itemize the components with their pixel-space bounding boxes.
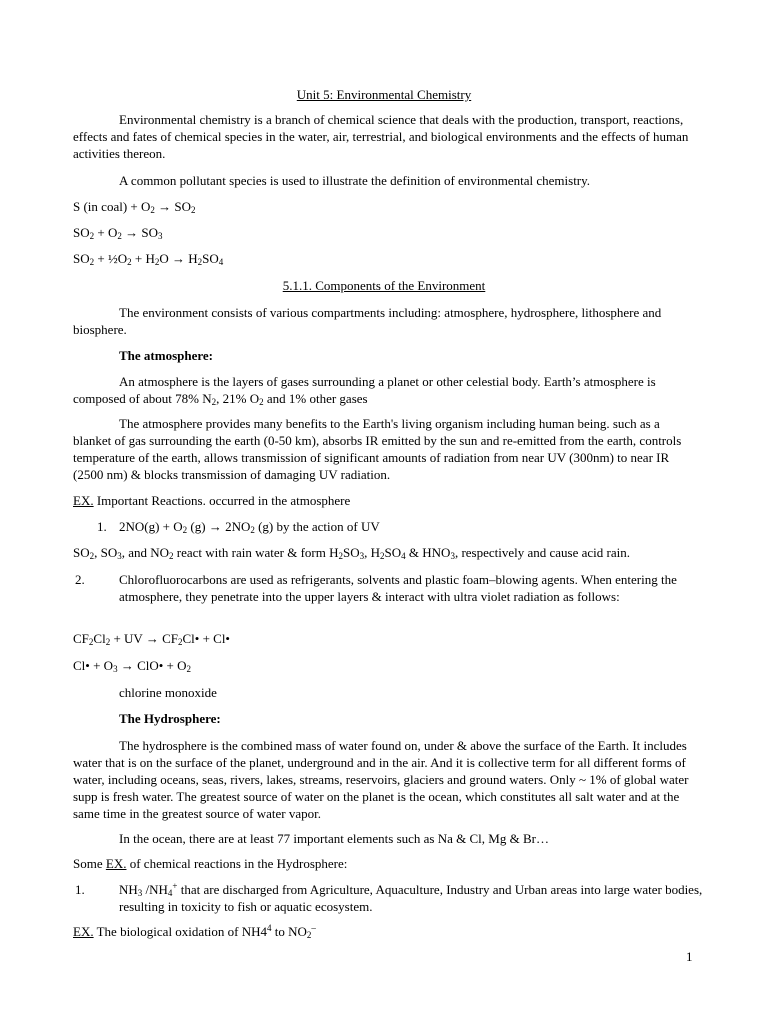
- atmosphere-heading: The atmosphere:: [119, 348, 214, 363]
- equation-2: $SO_2 + O_2 \to SO_3$: [73, 225, 163, 241]
- page-number: 1: [686, 949, 693, 964]
- chlorine-equation: Cl• + $O_3$ → ClO• + $O_2$: [73, 658, 192, 674]
- intro-paragraph: Environmental chemistry is a branch of chemical science that deals with the production, transport, reactions, effects and fates of chemical species in the water, air, terrestrial, and biological environments and the effects of human activities thereon.: [73, 112, 689, 161]
- hydrosphere-paragraph-2: In the ocean, there are at least 77 important elements such as Na & Cl, Mg & Br…: [119, 831, 549, 846]
- atmosphere-paragraph-2: The atmosphere provides many benefits to the Earth's living organism including human being. such as a blanket of gas surrounding the earth (0-50 km), absorbs IR emitted by the sun and re-emitted from the earth, controls temperature of the earth, allows transmission of significant amounts of radiation from near UV (300nm) to near IR (2500 nm) & blocks transmission of damaging UV radiation.: [73, 416, 682, 482]
- section-heading: 5.1.1. Components of the Environment: [282, 278, 486, 293]
- cfc-equation: $CF_2Cl_2$ + UV → $CF_2Cl•$ + Cl•: [73, 631, 230, 647]
- acid-rain-text: $SO_2$, $SO_3$, and $NO_2$ react with rain water & form $H_2SO_3$, $H_2SO_4$ & $HNO_3$, respectively and cause acid rain.: [73, 545, 630, 561]
- pollutant-intro: A common pollutant species is used to illustrate the definition of environmental chemistry.: [119, 173, 591, 188]
- example-biological-oxidation: EX. The biological oxidation of $NH4^4$ to $NO_2^-$: [73, 923, 316, 940]
- list-item-1: 1. $2NO(g) + O_2$ $(g) \to 2NO_2$ (g) by the action of UV: [97, 519, 380, 535]
- environment-paragraph: The environment consists of various compartments including: atmosphere, hydrosphere, lithosphere and biosphere.: [73, 305, 662, 337]
- chlorine-monoxide-label: chlorine monoxide: [119, 685, 217, 700]
- hydrosphere-examples-intro: Some EX. of chemical reactions in the Hydrosphere:: [73, 856, 348, 871]
- hydrosphere-paragraph-1: The hydrosphere is the combined mass of water found on, under & above the surface of the Earth. It includes water that is on the surface of the planet, underground and in the air. And it is collective term for all different forms of water, including oceans, seas, rivers, lakes, streams, reservoirs, glaciers and ground waters. Only ~ 1% of global water supp is fresh water. The greatest source of water on the planet is the ocean, which constitutes all salt water and at the same time in the greatest source of water vapor.: [73, 738, 689, 821]
- equation-1: S (in coal) + $O_2 \to SO_2$: [73, 199, 196, 215]
- page-title: Unit 5: Environmental Chemistry: [296, 87, 472, 102]
- atmosphere-paragraph-1: An atmosphere is the layers of gases surrounding a planet or other celestial body. Earth’s atmosphere is composed of about 78% $N_2$, 21% $O_2$ and 1% other gases: [73, 374, 656, 407]
- hydrosphere-heading: The Hydrosphere:: [119, 711, 221, 726]
- example-atmosphere: EX. Important Reactions. occurred in the atmosphere: [73, 493, 351, 508]
- list-item-2: 2. Chlorofluorocarbons are used as refrigerants, solvents and plastic foam–blowing agents. When entering the atmosphere, they penetrate into the upper layers & interact with ultra violet radiation as follows:: [75, 572, 677, 604]
- equation-3: $SO_2$ + $\frac{1}{2}O_2 + H_2O \to H_2SO_4$: [73, 251, 224, 267]
- list-item-3: 1. $NH_3$ $/NH_4^+$ that are discharged from Agriculture, Aquaculture, Industry and Urban areas into large water bodies, resulting in toxicity to fish or aquatic ecosystem.: [75, 881, 703, 914]
